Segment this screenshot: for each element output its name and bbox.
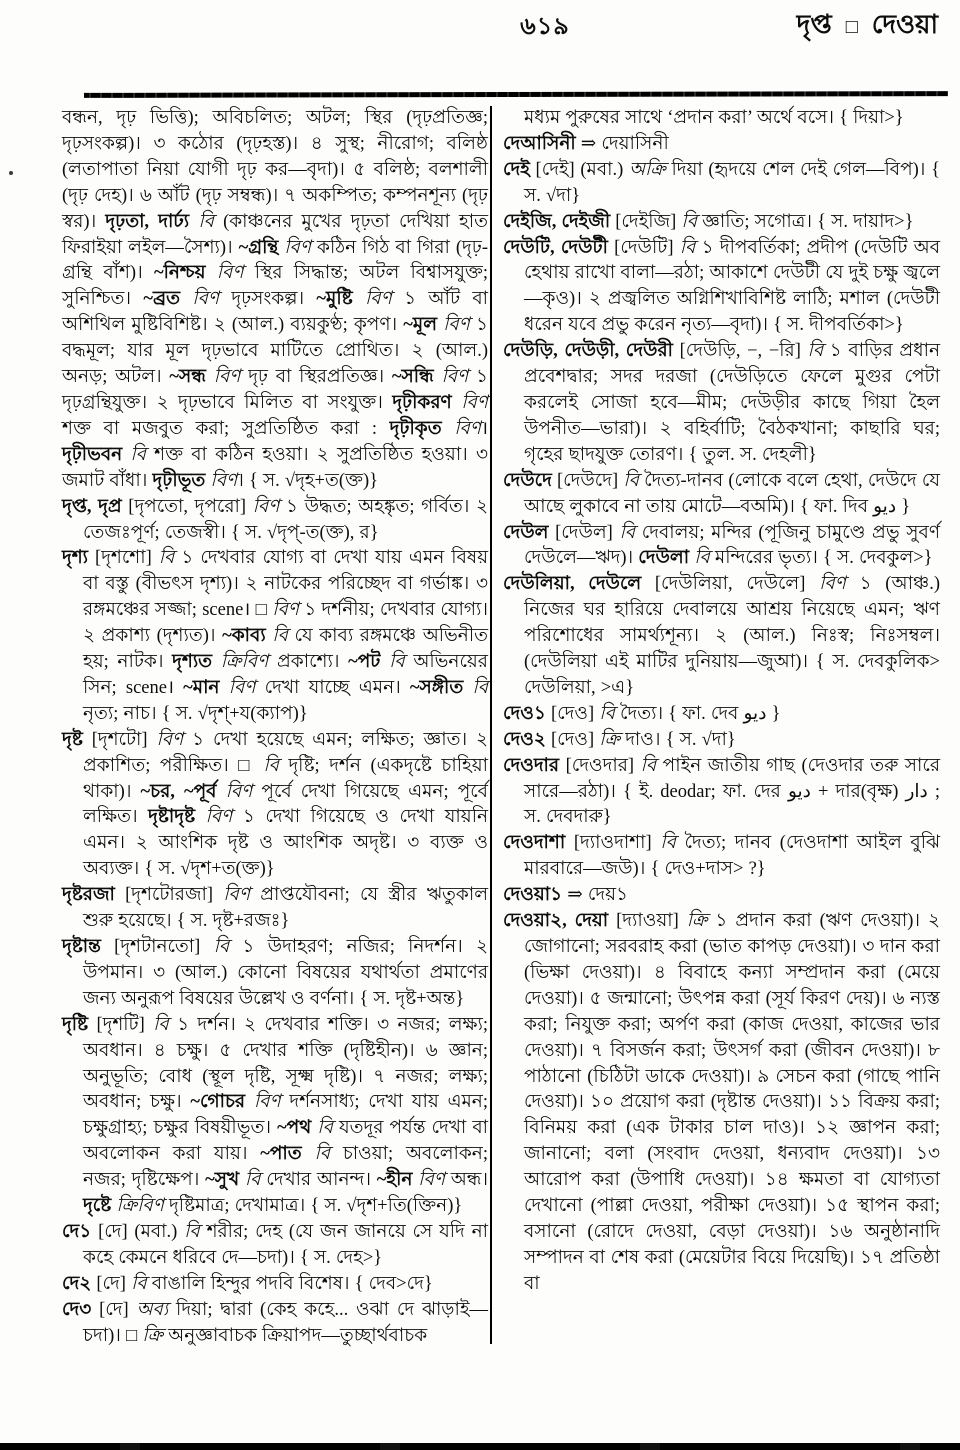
part-of-speech-label: বি	[213, 937, 243, 957]
part-of-speech-label: অক্রি	[628, 159, 672, 180]
definition-text: বন্ধন, দৃঢ় ভিত্তি); অবিচলিত; অটল; স্থির (দৃঢ়প্রতিজ্ঞ; দৃঢ়সংকল্প)। ৩ কঠোর (দৃঢ়হস্ত)। ৪ সুস্থ; নীরোগ; বলিষ্ঠ (লতাপাতা নিয়া যোগী দৃঢ় কর—বৃদা)। ৫ বলিষ্ঠ; বলশালী (দৃঢ় দেহ)। ৬ আঁট (দৃঢ় সম্বন্ধ)। ৭ অকম্পিত; কম্পনশূন্য (দৃঢ় স্বর)।	[62, 108, 488, 232]
part-of-speech-label: বি	[314, 1144, 343, 1165]
dictionary-entry	[503, 339, 940, 469]
definition-text: দর্শনসাধ্য; দেখা যায় এমন; চক্ষুগ্রাহ্য; চক্ষুর বিষয়ীভূত।	[83, 1092, 488, 1139]
definition-text: দৃঢ় বা স্থিরপ্রতিজ্ঞ।	[248, 367, 392, 388]
definition-text: দিয়া; দ্বারা (কেহ কহে... ওঝা দে ঝাড়াই—চদা)। □	[83, 1299, 489, 1346]
dictionary-entry	[62, 728, 488, 883]
definition-text: দৈত্য; দানব (দেওদাশা আইল বুঝি মারবারে—জউ)। { দেও+দাস> ?}	[524, 833, 941, 880]
header-rule	[84, 91, 948, 98]
part-of-speech-label: বি	[807, 341, 830, 362]
headword: দেউল	[503, 522, 556, 543]
entry-continuation	[503, 106, 940, 132]
headword: দৃষ্টাদৃষ্ট	[148, 807, 206, 828]
headword: দৃষ্টে	[83, 1196, 117, 1217]
part-of-speech-label: বিণ	[205, 807, 243, 828]
headword: ~কাব্য	[222, 626, 273, 647]
headword: দে১	[62, 1221, 99, 1242]
definition-text: দেখার আনন্দ।	[266, 1170, 377, 1191]
definition-text: ১ আঁট বা অশিথিল মুষ্টিবিশিষ্ট। ২ (আল.) ব্যয়কুণ্ঠ; কৃপণ।	[62, 289, 488, 336]
definition-text: ১ বদ্ধমূল; যার মূল দৃঢ়ভাবে মাটিতে প্রোথিত। ২ (আল.) অনড়; অটল।	[62, 315, 488, 388]
part-of-speech-label: বিণ	[156, 729, 193, 750]
part-of-speech-label: বি	[679, 237, 702, 258]
headword: ~পট	[348, 652, 390, 673]
definition-text: [দেউল]	[555, 522, 620, 543]
headword: ~ব্রত	[143, 289, 193, 310]
headword: ~পাত	[260, 1144, 315, 1165]
headword: দৃষ্টি	[62, 1014, 97, 1035]
headword: দৃষ্ট	[62, 729, 92, 750]
definition-text: মধ্যম পুরুষের সাথে ‘প্রদান করা’ অর্থে বসে। { দিয়া>}	[524, 108, 904, 128]
definition-text: স্থির সিদ্ধান্ত; অটল বিশ্বাসযুক্ত; সুনিশ্চিত।	[62, 263, 488, 310]
column-left	[62, 106, 488, 1350]
definition-text: [দৃশটি]	[96, 1014, 154, 1035]
part-of-speech-label: ক্রি	[599, 729, 626, 750]
definition-text: অন্ধ।	[450, 1170, 488, 1191]
part-of-speech-label: বি	[623, 470, 645, 491]
headword: দে২	[62, 1273, 97, 1294]
definition-text: ১ উদ্ধত; অহঙ্কৃত; গর্বিত। ২ তেজঃপূর্ণ; তেজস্বী। { স. √দৃপ্-ত(ক্ত), র}	[83, 496, 489, 543]
headword: দৃষ্টান্ত	[62, 937, 115, 957]
definition-text: [দৃশটানতো]	[114, 937, 214, 957]
dictionary-entry	[62, 883, 488, 935]
part-of-speech-label: অব্য	[136, 1299, 177, 1320]
part-of-speech-label: বিণ	[418, 1170, 451, 1191]
headword: ~চর, ~পূর্ব	[140, 781, 226, 802]
definition-text: ⇒ দেয়াসিনী	[580, 133, 669, 154]
part-of-speech-label: বি	[660, 833, 685, 854]
definition-text: [দেউটি]	[614, 237, 680, 258]
part-of-speech-label: বিণ	[223, 885, 261, 906]
headword: দেআসিনী	[503, 133, 581, 154]
definition-text: ১ দৃঢ়গ্রন্থিযুক্ত। ২ দৃঢ়ভাবে মিলিত বা সংযুক্ত।	[62, 367, 489, 413]
dictionary-entry	[62, 546, 488, 727]
running-head	[797, 4, 938, 48]
part-of-speech-label: বিণ	[216, 263, 255, 284]
dictionary-entry	[503, 469, 940, 521]
definition-text: শরীর; দেহ (যে জন জানয়ে সে যদি না কহে কেমনে ধরিবে দে—চদা)। { স. দেহ>}	[83, 1221, 489, 1268]
definition-text: প্রকাশ্যে।	[276, 652, 349, 673]
definition-text: দৈত্য। { ফা. দেব ديو }	[620, 703, 781, 724]
definition-text: ১ দীপবর্তিকা; প্রদীপ (দেউটি অব হেথায় রাখো বালা—রঠা; আকাশে দেউটী যে দুই চক্ষু জ্বলে—কৃও)। ২ প্রজ্বলিত অগ্নিশিখাবিশিষ্ট লাঠি; মশাল (দেউটী ধরেন যবে প্রভু করেন নৃত্য—বৃদা)। { স. দীপবর্তিকা>}	[524, 237, 940, 336]
definition-text: ।	[480, 418, 488, 439]
part-of-speech-label: বি	[158, 548, 182, 569]
definition-text: শক্ত বা মজবুত করা; সুপ্রতিষ্ঠিত করা :	[62, 418, 390, 439]
part-of-speech-label: বিণ	[252, 496, 287, 517]
definition-text: ১ দেখা হয়েছে এমন; লক্ষিত; জ্ঞাত। ২ প্রকাশিত; পরীক্ষিত। □	[83, 729, 488, 776]
definition-text: দাও। { স. √দা}	[625, 729, 736, 750]
part-of-speech-label: বি	[389, 652, 414, 673]
definition-text: ⇒ দেয়১	[567, 885, 628, 906]
part-of-speech-label: বিণ	[213, 367, 249, 388]
headword: দে৩	[62, 1299, 100, 1320]
definition-text: দৃঢ়সংকল্প।	[231, 289, 317, 310]
part-of-speech-label: বি	[694, 548, 715, 569]
guide-word-left: দৃপ্ত	[796, 10, 832, 39]
definition-text: (কাঞ্চনের মুখের দৃঢ়তা দেখিয়া হাত ফিরাইয়া লইল—সৈশ্য)।	[62, 211, 488, 258]
headword: দেইজি, দেইজী	[503, 211, 616, 232]
part-of-speech-label: বি	[184, 1221, 207, 1242]
definition-text: [দৃশটো]	[91, 729, 157, 750]
definition-text: [দেওদার]	[565, 755, 641, 776]
definition-text: শক্ত বা কঠিন হওয়া। ২ সুপ্রতিষ্ঠিত হওয়া। ৩ জমাট বাঁধা।	[62, 444, 488, 491]
headword: ~গোচর	[190, 1092, 254, 1113]
part-of-speech-label: বি	[272, 626, 295, 647]
headword: দেউড়ি, দেউড়ী, দেউরী	[503, 341, 680, 362]
definition-text: দেখা যাচ্ছে এমন।	[264, 677, 410, 698]
headword: ~নিশ্চয়	[153, 263, 217, 284]
definition-text: ১ উদাহরণ; নজির; নিদর্শন। ২ উপমান। ৩ (আল.) কোনো বিষয়ের যথার্থতা প্রমাণের জন্য অনুরূপ বিষয়ের উল্লেখ ও বর্ণনা। { স. দৃষ্ট+অন্ত}	[83, 937, 489, 1009]
part-of-speech-label: বি	[130, 444, 155, 465]
definition-text: নৃত্য; নাচ। { স. √দৃশ্+য(ক্যাপ)}	[83, 703, 308, 724]
headword: ~গ্রন্থি	[238, 237, 285, 258]
headword: দৃঢ়ীকৃত	[389, 418, 455, 439]
headword: দেওয়া২, দেয়া	[503, 911, 617, 932]
part-of-speech-label: বি	[244, 1170, 267, 1191]
headword: ~সন্ধ	[169, 367, 214, 388]
part-of-speech-label: বিণ	[441, 367, 476, 388]
headword: ~হীন	[376, 1170, 419, 1191]
part-of-speech-label: বিণ	[454, 418, 481, 439]
part-of-speech-label: ক্রি	[142, 1325, 169, 1346]
dictionary-entry	[62, 1013, 488, 1220]
headword: দেউলিয়া, দেউলে	[503, 574, 655, 595]
definition-text: বাঙালি হিন্দুর পদবি বিশেষ। { দেব>দে}	[151, 1273, 433, 1294]
guide-separator-box-icon: □	[845, 16, 858, 38]
part-of-speech-label: বিণ	[443, 315, 476, 336]
dictionary-entry	[62, 935, 488, 1013]
headword: দেও১	[503, 703, 551, 724]
dictionary-entry	[503, 883, 940, 909]
dictionary-entry	[503, 132, 940, 158]
dictionary-entry	[62, 1220, 488, 1272]
headword: দৃশ্য	[62, 548, 96, 569]
dictionary-entry	[503, 831, 940, 883]
headword: দেওয়া১	[503, 885, 568, 906]
definition-text: যে কাব্য রঙ্গমঞ্চে অভিনীত হয়; নাটক।	[83, 626, 489, 673]
part-of-speech-label: বিণ	[225, 781, 262, 802]
definition-text: দিয়া (হৃদয়ে শেল দেই গেল—বিপ)। { স. √দা}	[524, 159, 940, 206]
headword: দৃষ্টরজা	[62, 885, 126, 906]
definition-text: অনুজ্ঞাবাচক ক্রিয়াপদ—তুচ্ছার্থবাচক	[168, 1325, 428, 1346]
headword: ~মুষ্টি	[316, 289, 365, 310]
column-right	[503, 106, 940, 1298]
guide-word-right: দেওয়া	[871, 10, 938, 39]
part-of-speech-label: বিণ	[228, 677, 265, 698]
definition-text: [দেউদে]	[557, 470, 624, 491]
part-of-speech-label: ক্রিবিণ	[116, 1196, 170, 1217]
dictionary-entry	[503, 572, 940, 702]
part-of-speech-label: বিণ	[272, 600, 305, 621]
part-of-speech-label: বিণ	[461, 392, 488, 413]
headword: দৃপ্ত, দৃপ্র	[62, 496, 129, 517]
part-of-speech-label: ক্রি	[686, 911, 716, 932]
headword: দৃঢ়তা, দার্ঢ্য	[105, 211, 199, 232]
part-of-speech-label: বি	[619, 522, 642, 543]
column-divider	[490, 106, 492, 1344]
definition-text: জ্ঞাতি; সগোত্র। { স. দায়াদ>}	[702, 211, 914, 232]
part-of-speech-label: বিণ	[819, 574, 860, 595]
headword: দেউটি, দেউটী	[503, 237, 615, 258]
headword: দৃঢ়ীভবন	[62, 444, 131, 465]
dictionary-entry	[503, 158, 940, 210]
definition-text: ১ দেখবার যোগ্য বা দেখা যায় এমন বিষয় বা বস্তু (বীভৎস দৃশ্য)। ২ নাটকের পরিচ্ছেদ বা গর্ভাঙ্ক। ৩ রঙ্গমঞ্চের সজ্জা; scene। □	[83, 548, 488, 621]
definition-text: ১ দর্শন। ২ দেখবার শক্তি। ৩ নজর; লক্ষ্য; অবধান। ৪ চক্ষু। ৫ দেখার শক্তি (দৃষ্টিহীন)। ৬ জ্ঞান; অনুভূতি; বোধ (স্থূল দৃষ্টি, সূক্ষ্ম দৃষ্টি)। ৭ নজর; লক্ষ্য; অবধান; চক্ষু।	[83, 1014, 488, 1113]
part-of-speech-label: বি	[153, 1014, 178, 1035]
part-of-speech-label: বি	[317, 1118, 339, 1139]
part-of-speech-label: বিণ	[192, 289, 232, 310]
definition-text: [দেইজি]	[615, 211, 682, 232]
definition-text: দৈত্য-দানব (লোকে বলে হেথা, দেউদে যে আছে লুকাবে না তায় মোটে—বঅমি)। { ফা. দিব ديو }	[524, 470, 940, 517]
definition-text: পূর্বে দেখা গিয়েছে এমন; পূর্বে লক্ষিত।	[83, 781, 488, 828]
part-of-speech-label: বি	[263, 755, 289, 776]
part-of-speech-label: বি	[640, 755, 663, 776]
definition-text: [দে]	[99, 1299, 137, 1320]
definition-text: ১ (আঞ্চ.) নিজের ঘর হারিয়ে দেবালয়ে আশ্রয় নিয়েছে এমন; ঋণ পরিশোধের সামর্থ্যশূন্য। ২ (আল.) নিঃস্ব; নিঃসম্বল। (দেউলিয়া এই মাটির দুনিয়ায়—জুআ)। { স. দেবকুলিক> দেউলিয়া, >এ}	[524, 574, 941, 698]
part-of-speech-label: বিণ	[210, 470, 238, 491]
definition-text: [দ্যাওদাশা]	[573, 833, 661, 854]
part-of-speech-label: বিণ	[284, 237, 317, 258]
headword: ~সঙ্গীত	[409, 677, 473, 698]
headword: দৃশ্যত	[172, 652, 221, 673]
definition-text: অভিনয়ের সিন; scene।	[83, 652, 488, 698]
headword: দেও২	[503, 729, 551, 750]
headword: দেই	[503, 159, 536, 180]
part-of-speech-label: ক্রিবিণ	[220, 652, 277, 673]
entry-continuation	[62, 106, 488, 495]
dictionary-entry	[503, 754, 940, 832]
headword: ~সন্ধি	[391, 367, 442, 388]
definition-text: [দৃশশো]	[95, 548, 159, 569]
headword: ~মূল	[403, 315, 444, 336]
definition-text: কঠিন গিঠ বা গিরা (দৃঢ়-গ্রন্থি বাঁশ)।	[62, 237, 488, 284]
dictionary-entry	[503, 521, 940, 573]
dictionary-entry	[503, 728, 940, 754]
headword: ~মান	[183, 677, 229, 698]
dictionary-entry	[503, 909, 940, 1298]
definition-text: [দে]	[96, 1273, 132, 1294]
dictionary-entry	[62, 495, 488, 547]
dictionary-entry	[503, 702, 940, 728]
definition-text: দেবালয়; মন্দির (পূজিনু চামুণ্ডে প্রভু সুবর্ণ দেউলে—ঋদ)।	[524, 522, 941, 569]
part-of-speech-label: বি	[681, 211, 703, 232]
definition-text: যতদূর পর্যন্ত দেখা বা অবলোকন করা যায়।	[83, 1118, 488, 1165]
definition-text: প্রাপ্তযৌবনা; যে স্ত্রীর ঋতুকাল শুরু হয়েছে। { স. দৃষ্ট+রজঃ}	[83, 885, 488, 932]
part-of-speech-label: বি	[472, 677, 488, 698]
part-of-speech-label: বি	[599, 703, 620, 724]
headword: ~সুখ	[205, 1170, 245, 1191]
dictionary-entry	[62, 1272, 488, 1298]
headword: ~পথ	[277, 1118, 318, 1139]
definition-text: চাওয়া; অবলোকন; নজর; দৃষ্টিক্ষেপ।	[83, 1144, 488, 1191]
definition-text: দৃষ্টিমাত্র; দেখামাত্র। { স. √দৃশ+তি(ক্তিন)}	[169, 1196, 463, 1217]
headword: দেওদার	[503, 755, 566, 776]
definition-text: [দেউলিয়া, দেউলে]	[654, 574, 820, 595]
headword: দেওদাশা	[503, 833, 574, 854]
definition-text: পাইন জাতীয় গাছ (দেওদার তরু সারে সারে—রঠা)। { ই. deodar; ফা. দের ديو + দার(বৃক্ষ) دار ; স. দেবদারু}	[524, 755, 940, 828]
definition-text: ১ দেখা গিয়েছে ও দেখা যায়নি এমন। ২ আংশিক দৃষ্ট ও আংশিক অদৃষ্ট। ৩ ব্যক্ত ও অব্যক্ত। { স. √দৃশ+ত(ক্ত)}	[83, 807, 489, 880]
definition-text: [দে] (মবা.)	[98, 1221, 185, 1242]
headword: দৃঢ়ীকরণ	[392, 392, 462, 413]
dictionary-entry	[503, 210, 940, 236]
definition-text: [দেও]	[551, 729, 600, 750]
page-number: ৬১৯	[520, 14, 570, 40]
dictionary-entry	[503, 236, 940, 340]
definition-text: ১ প্রদান করা (ঋণ দেওয়া)। ২ জোগানো; সরবরাহ করা (ভাত কাপড় দেওয়া)। ৩ দান করা (ভিক্ষা দেওয়া)। ৪ বিবাহে কন্যা সম্প্রদান করা (মেয়ে দেওয়া)। ৫ জন্মানো; উৎপন্ন করা (সূর্য কিরণ দেয়)। ৬ ন্যস্ত করা; নিযুক্ত করা; অর্পণ করা (কাজ দেওয়া, কাজের ভার দেওয়া)। ৭ বিসর্জন করা; উৎসর্গ করা (জীবন দেওয়া)। ৮ পাঠানো (চিঠিটা ডাকে দেওয়া)। ৯ সেচন করা (গাছে পানি দেওয়া)। ১০ প্রয়োগ করা (দৃষ্টান্ত দেওয়া)। ১১ বিক্রয় করা; বিনিময় করা (এক টাকার চাল দাও)। ১২ জ্ঞাপন করা; জানানো; বলা (সংবাদ দেওয়া, ধন্যবাদ দেওয়া)। ১৩ আরোপ করা (উপাধি দেওয়া)। ১৪ ক্ষমতা বা যোগ্যতা দেখানো (পাল্লা দেওয়া, পরীক্ষা দেওয়া)। ১৫ স্থাপন করা; বসানো (রোদে দেওয়া, বেড়া দেওয়া)। ১৬ অনুষ্ঠানাদি সম্পাদন বা শেষ করা (মেয়েটার বিয়ে দিয়েছি)। ১৭ প্রতিষ্ঠা বা	[524, 911, 941, 1294]
headword: দেউলা	[638, 548, 695, 569]
part-of-speech-label: বিণ	[365, 289, 405, 310]
part-of-speech-label: বি	[198, 211, 224, 232]
scan-edge-bar	[0, 1443, 960, 1450]
part-of-speech-label: বি	[131, 1273, 152, 1294]
definition-text: মন্দিরের ভৃত্য। { স. দেবকুল>}	[714, 548, 933, 569]
scan-artifact-dot	[9, 171, 13, 175]
definition-text: [দ্যাওয়া]	[616, 911, 687, 932]
dictionary-entry	[62, 1298, 488, 1350]
definition-text: [দেউড়ি, −, −রি]	[679, 341, 808, 362]
definition-text: দৃষ্টি; দর্শন (একদৃষ্টে চাহিয়া থাকা)।	[83, 755, 489, 802]
definition-text: [দেই] (মবা.)	[535, 159, 629, 180]
definition-text: [দৃপতো, দৃপরো]	[128, 496, 253, 517]
definition-text: [দেও]	[550, 703, 600, 724]
part-of-speech-label: বিণ	[253, 1092, 290, 1113]
definition-text: ১ বাড়ির প্রধান প্রবেশদ্বার; সদর দরজা (দেউড়িতে ফেলে মুগুর পেটা করলেই সোজা হবে—মীম; দেউড়ীর কাছে গিয়া হৈল উপনীত—ভারা)। ২ বহির্বাটি; বৈঠকখানা; কাছারি ঘর; গৃহের ছাদযুক্ত তোরণ। { তুল. স. দেহলী}	[524, 341, 940, 465]
definition-text: ১ দর্শনীয়; দেখবার যোগ্য। ২ প্রকাশ্য (দৃশ্যত)।	[83, 600, 489, 647]
headword: দৃঢ়ীভূত	[152, 470, 211, 491]
headword: দেউদে	[503, 470, 557, 491]
definition-text: । { স. √দৃহ+ত(ক্ত)}	[237, 470, 378, 491]
definition-text: [দৃশটোরজা]	[125, 885, 224, 906]
